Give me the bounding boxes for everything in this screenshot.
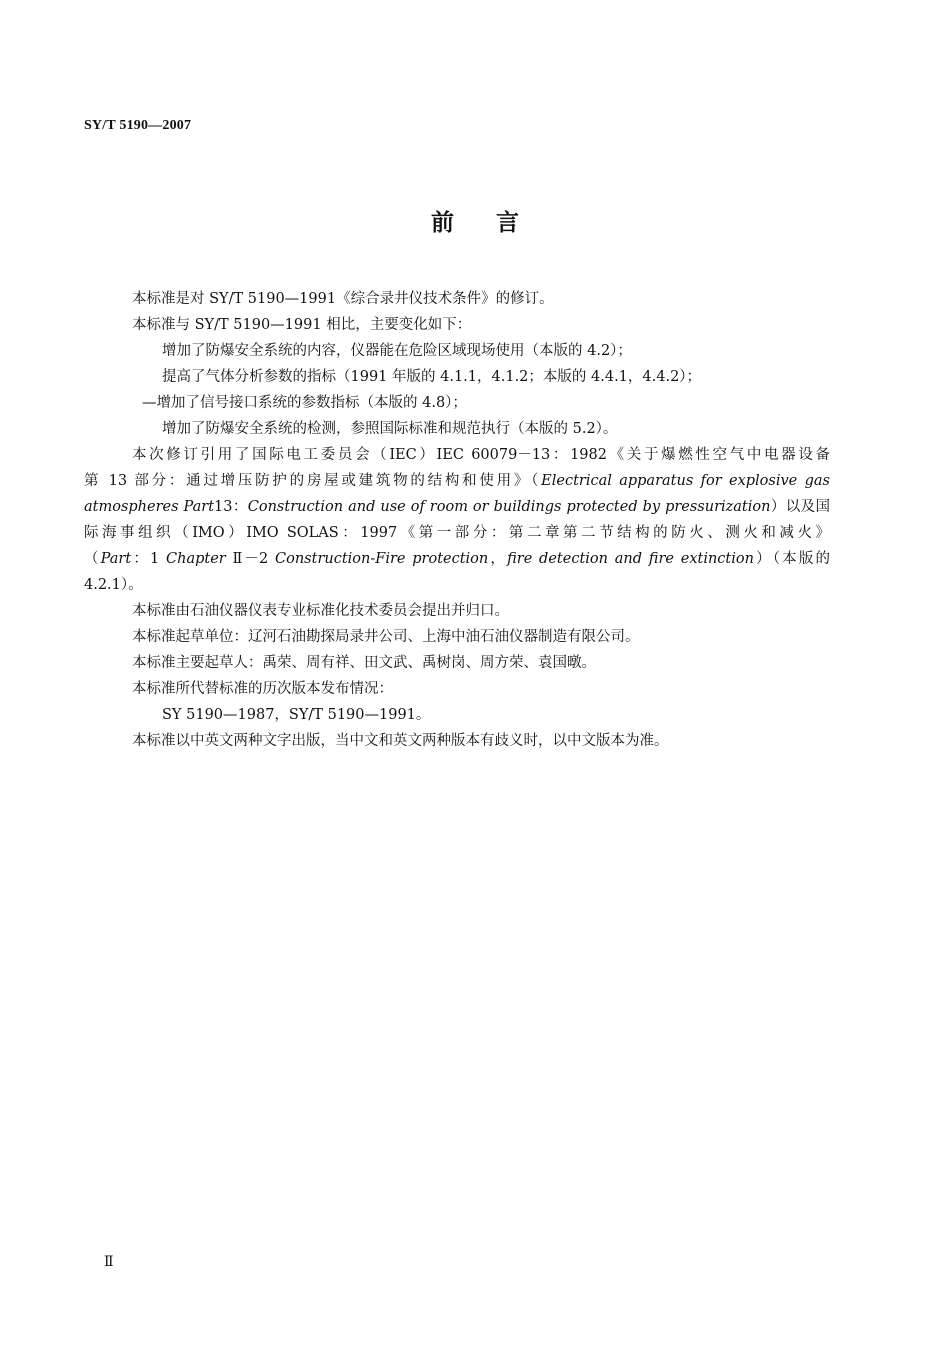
paragraph-drafters: 本标准主要起草人：禹荣、周有祥、田文武、禹树岗、周方荣、袁国暾。 <box>132 655 596 671</box>
reference-english-title: Part <box>100 551 132 567</box>
paragraph-references-line-1: 本次修订引用了国际电工委员会（IEC）IEC 60079－13：1982《关于爆燃性空气中电器设备 <box>132 447 830 463</box>
reference-text: 13： <box>214 499 248 515</box>
reference-text: ）以及国 <box>770 499 830 515</box>
reference-text: ， <box>488 551 508 567</box>
reference-english-title: atmospheres Part <box>84 499 215 515</box>
reference-text: ）（本版的 <box>753 551 831 567</box>
page-number: Ⅱ <box>104 1255 114 1270</box>
paragraph-language-note: 本标准以中英文两种文字出版，当中文和英文两种版本有歧义时，以中文版本为准。 <box>132 733 669 749</box>
paragraph-references-line-3 <box>84 494 830 520</box>
reference-english-title: fire detection and fire extinction <box>507 551 754 567</box>
page-title: 前言 <box>431 209 561 236</box>
paragraph-changes-intro: 本标准与 SY/T 5190—1991 相比，主要变化如下： <box>132 317 472 333</box>
reference-text: Ⅱ－2 <box>225 551 276 567</box>
paragraph-proposer: 本标准由石油仪器仪表专业标准化技术委员会提出并归口。 <box>132 603 509 619</box>
reference-english-title: Construction and use of room or buildings protected by pressurization <box>247 499 771 515</box>
reference-english-title: Electrical apparatus for explosive gas <box>541 473 830 489</box>
reference-text: ：1 <box>131 551 167 567</box>
foreword-body <box>84 286 830 754</box>
paragraph-history-versions: SY 5190—1987，SY/T 5190—1991。 <box>162 707 431 723</box>
change-item-3: —增加了信号接口系统的参数指标（本版的 4.8）； <box>142 395 467 411</box>
reference-text: 第 13 部分：通过增压防护的房屋或建筑物的结构和使用》（ <box>84 473 542 489</box>
paragraph-references-line-4: 际海事组织（IMO）IMO SOLAS：1997《第一部分：第二章第二节结构的防火、测火和减火》 <box>84 525 830 541</box>
paragraph-references-line-2 <box>84 468 830 494</box>
paragraph-references-line-5 <box>84 546 830 572</box>
paragraph-history-intro: 本标准所代替标准的历次版本发布情况： <box>132 681 393 697</box>
reference-text: （ <box>84 551 101 567</box>
paragraph-references-line-6: 4.2.1）。 <box>84 577 143 593</box>
reference-english-title: Chapter <box>166 551 226 567</box>
reference-english-title: Construction-Fire protection <box>275 551 489 567</box>
change-item-4: 增加了防爆安全系统的检测，参照国际标准和规范执行（本版的 5.2）。 <box>162 421 618 437</box>
change-item-1: 增加了防爆安全系统的内容，仪器能在危险区域现场使用（本版的 4.2）； <box>162 343 632 359</box>
change-item-2: 提高了气体分析参数的指标（1991 年版的 4.1.1，4.1.2；本版的 4.4.1，4.4.2）； <box>162 369 702 385</box>
paragraph-revision: 本标准是对 SY/T 5190—1991《综合录井仪技术条件》的修订。 <box>132 291 554 307</box>
standard-code-header: SY/T 5190—2007 <box>84 118 192 133</box>
paragraph-drafting-units: 本标准起草单位：辽河石油勘探局录井公司、上海中油石油仪器制造有限公司。 <box>132 629 640 645</box>
